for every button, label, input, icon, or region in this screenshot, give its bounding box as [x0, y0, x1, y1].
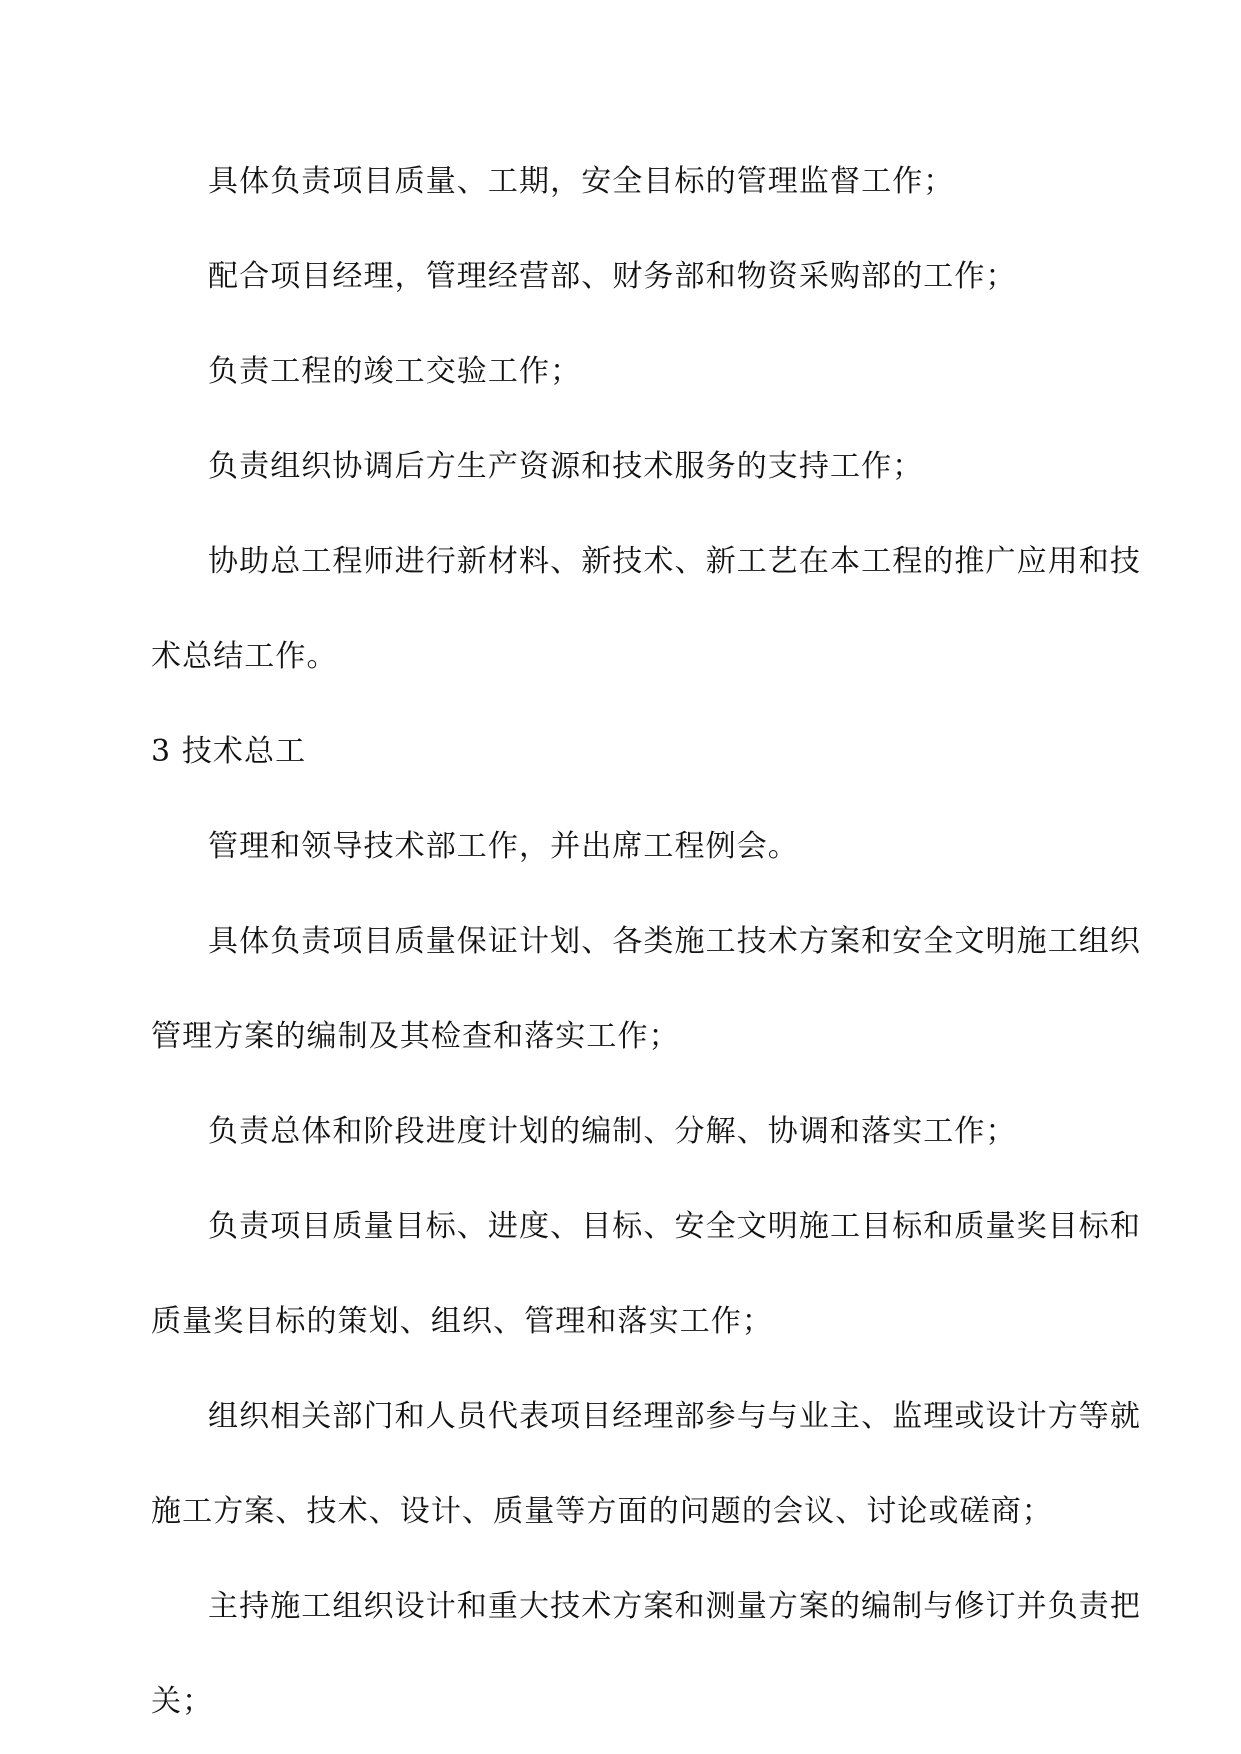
paragraph-line: 负责总体和阶段进度计划的编制、分解、协调和落实工作；	[208, 1114, 1017, 1149]
paragraph-line: 主持施工组织设计和重大技术方案和测量方案的编制与修订并负责把	[208, 1589, 1141, 1624]
paragraph-line: 具体负责项目质量保证计划、各类施工技术方案和安全文明施工组织	[208, 924, 1141, 959]
paragraph-line: 组织相关部门和人员代表项目经理部参与与业主、监理或设计方等就	[208, 1399, 1141, 1434]
paragraph-line: 管理方案的编制及其检查和落实工作；	[151, 1019, 680, 1054]
section-heading: 3 技术总工	[151, 734, 307, 769]
paragraph-line: 质量奖目标的策划、组织、管理和落实工作；	[151, 1304, 773, 1339]
paragraph-line: 负责工程的竣工交验工作；	[208, 354, 582, 389]
paragraph-line: 配合项目经理，管理经营部、财务部和物资采购部的工作；	[208, 259, 1017, 294]
paragraph-line: 负责项目质量目标、进度、目标、安全文明施工目标和质量奖目标和	[208, 1209, 1141, 1244]
paragraph-line: 关；	[151, 1684, 214, 1719]
paragraph-line: 负责组织协调后方生产资源和技术服务的支持工作；	[208, 449, 924, 484]
paragraph-line: 术总结工作。	[151, 639, 338, 674]
paragraph-line: 协助总工程师进行新材料、新技术、新工艺在本工程的推广应用和技	[208, 544, 1141, 579]
paragraph-line: 施工方案、技术、设计、质量等方面的问题的会议、讨论或磋商；	[151, 1494, 1053, 1529]
paragraph-line: 具体负责项目质量、工期，安全目标的管理监督工作；	[208, 164, 955, 199]
paragraph-line: 管理和领导技术部工作，并出席工程例会。	[208, 829, 799, 864]
